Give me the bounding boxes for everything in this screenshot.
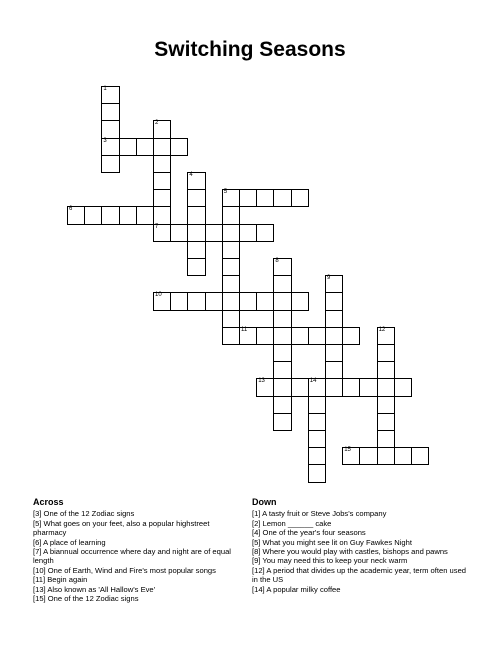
crossword-cell[interactable] xyxy=(153,155,171,173)
crossword-cell[interactable] xyxy=(325,378,343,396)
crossword-cell[interactable] xyxy=(136,206,154,224)
crossword-cell[interactable] xyxy=(273,361,291,379)
crossword-cell[interactable] xyxy=(119,206,137,224)
clue-number: 11 xyxy=(241,326,248,333)
crossword-cell[interactable] xyxy=(377,327,395,345)
crossword-cell[interactable] xyxy=(325,275,343,293)
down-heading: Down xyxy=(252,497,277,507)
across-heading: Across xyxy=(33,497,64,507)
crossword-cell[interactable] xyxy=(222,292,240,310)
crossword-cell[interactable] xyxy=(101,103,119,121)
crossword-cell[interactable] xyxy=(291,292,309,310)
crossword-cell[interactable] xyxy=(205,292,223,310)
crossword-cell[interactable] xyxy=(325,344,343,362)
crossword-cell[interactable] xyxy=(273,396,291,414)
crossword-cell[interactable] xyxy=(187,206,205,224)
crossword-cell[interactable] xyxy=(153,292,171,310)
across-clue: [6] A place of learning xyxy=(33,537,106,547)
crossword-cell[interactable] xyxy=(256,327,274,345)
down-clue: [8] Where you would play with castles, bishops and pawns xyxy=(252,547,448,557)
crossword-cell[interactable] xyxy=(222,206,240,224)
crossword-cell[interactable] xyxy=(273,275,291,293)
clue-number: 13 xyxy=(258,378,265,385)
crossword-cell[interactable] xyxy=(394,447,412,465)
crossword-cell[interactable] xyxy=(308,430,326,448)
crossword-cell[interactable] xyxy=(187,258,205,276)
crossword-cell[interactable] xyxy=(359,447,377,465)
down-clue: [4] One of the year's four seasons xyxy=(252,528,366,538)
down-clues xyxy=(252,498,467,594)
crossword-cell[interactable] xyxy=(101,138,119,156)
puzzle-title: Switching Seasons xyxy=(154,38,346,61)
crossword-cell[interactable] xyxy=(239,189,257,207)
crossword-cell[interactable] xyxy=(256,292,274,310)
crossword-cell[interactable] xyxy=(187,172,205,190)
crossword-cell[interactable] xyxy=(101,120,119,138)
crossword-cell[interactable] xyxy=(394,378,412,396)
crossword-cell[interactable] xyxy=(273,413,291,431)
crossword-cell[interactable] xyxy=(153,224,171,242)
crossword-cell[interactable] xyxy=(342,327,360,345)
across-clue: [3] One of the 12 Zodiac signs xyxy=(33,509,135,519)
crossword-cell[interactable] xyxy=(273,327,291,345)
crossword-cell[interactable] xyxy=(136,138,154,156)
crossword-cell[interactable] xyxy=(273,378,291,396)
crossword-cell[interactable] xyxy=(291,189,309,207)
crossword-cell[interactable] xyxy=(411,447,429,465)
crossword-cell[interactable] xyxy=(377,378,395,396)
crossword-cell[interactable] xyxy=(273,292,291,310)
crossword-cell[interactable] xyxy=(308,396,326,414)
crossword-cell[interactable] xyxy=(325,310,343,328)
crossword-cell[interactable] xyxy=(84,206,102,224)
crossword-cell[interactable] xyxy=(291,327,309,345)
crossword-cell[interactable] xyxy=(187,241,205,259)
crossword-cell[interactable] xyxy=(153,138,171,156)
across-clue: [7] A biannual occurrence where day and night are of equal length xyxy=(33,547,231,566)
crossword-cell[interactable] xyxy=(308,464,326,482)
crossword-cell[interactable] xyxy=(187,292,205,310)
crossword-cell[interactable] xyxy=(377,413,395,431)
crossword-cell[interactable] xyxy=(377,396,395,414)
clue-number: 4 xyxy=(189,172,193,178)
clue-number: 10 xyxy=(155,292,162,299)
crossword-cell[interactable] xyxy=(222,327,240,345)
across-clue: [11] Begin again xyxy=(33,575,88,585)
clue-number: 5 xyxy=(223,189,228,196)
crossword-cell[interactable] xyxy=(170,138,188,156)
across-clue: [13] Also known as 'All Hallow's Eve' xyxy=(33,584,156,594)
down-clue: [1] A tasty fruit or Steve Jobs's company xyxy=(252,509,387,519)
clue-number: 9 xyxy=(327,275,331,282)
crossword-cell[interactable] xyxy=(308,327,326,345)
clue-number: 8 xyxy=(275,258,279,264)
clue-number: 1 xyxy=(103,86,107,92)
down-clue: [2] Lemon ______ cake xyxy=(252,518,332,528)
clue-number: 15 xyxy=(344,447,351,454)
crossword-cell[interactable] xyxy=(273,310,291,328)
crossword-cell[interactable] xyxy=(239,327,257,345)
crossword-cell[interactable] xyxy=(308,378,326,396)
crossword-cell[interactable] xyxy=(256,189,274,207)
clue-number: 14 xyxy=(309,378,317,385)
crossword-cell[interactable] xyxy=(119,138,137,156)
clue-number: 12 xyxy=(378,326,386,333)
crossword-cell[interactable] xyxy=(256,224,274,242)
across-clue: [15] One of the 12 Zodiac signs xyxy=(33,594,139,604)
clue-number: 6 xyxy=(69,206,73,213)
crossword-cell[interactable] xyxy=(325,361,343,379)
across-clue: [10] One of Earth, Wind and Fire's most popular songs xyxy=(33,565,216,575)
crossword-cell[interactable] xyxy=(222,224,240,242)
across-clues xyxy=(33,498,238,603)
crossword-cell[interactable] xyxy=(342,378,360,396)
crossword-cell[interactable] xyxy=(101,155,119,173)
crossword-cell[interactable] xyxy=(377,344,395,362)
crossword-cell[interactable] xyxy=(187,224,205,242)
crossword-cell[interactable] xyxy=(170,292,188,310)
crossword-cell[interactable] xyxy=(101,206,119,224)
crossword-cell[interactable] xyxy=(308,413,326,431)
down-clue: [14] A popular milky coffee xyxy=(252,584,341,594)
crossword-cell[interactable] xyxy=(170,224,188,242)
crossword-cell[interactable] xyxy=(325,292,343,310)
crossword-cell[interactable] xyxy=(273,258,291,276)
crossword-cell[interactable] xyxy=(222,275,240,293)
across-clue: [5] What goes on your feet, also a popular highstreet pharmacy xyxy=(33,518,210,538)
crossword-cell[interactable] xyxy=(325,327,343,345)
crossword-cell[interactable] xyxy=(222,189,240,207)
crossword-cell[interactable] xyxy=(291,378,309,396)
crossword-cell[interactable] xyxy=(239,292,257,310)
crossword-cell[interactable] xyxy=(222,241,240,259)
crossword-cell[interactable] xyxy=(342,447,360,465)
crossword-cell[interactable] xyxy=(273,344,291,362)
clue-number: 3 xyxy=(103,137,107,144)
clue-number: 7 xyxy=(155,223,159,230)
crossword-cell[interactable] xyxy=(153,206,171,224)
down-clue: [9] You may need this to keep your neck warm xyxy=(252,556,408,566)
crossword-cell[interactable] xyxy=(377,361,395,379)
clue-number: 2 xyxy=(155,120,159,127)
crossword-cell[interactable] xyxy=(377,430,395,448)
crossword-cell[interactable] xyxy=(153,172,171,190)
down-clue: [12] A period that divides up the academic year, term often used in the US xyxy=(252,565,467,585)
crossword-cell[interactable] xyxy=(153,120,171,138)
crossword-cell[interactable] xyxy=(359,378,377,396)
crossword-cell[interactable] xyxy=(222,310,240,328)
crossword-cell[interactable] xyxy=(101,86,119,104)
crossword-cell[interactable] xyxy=(256,378,274,396)
crossword-cell[interactable] xyxy=(273,189,291,207)
crossword-cell[interactable] xyxy=(153,189,171,207)
crossword-cell[interactable] xyxy=(205,224,223,242)
crossword-cell[interactable] xyxy=(222,258,240,276)
crossword-cell[interactable] xyxy=(187,189,205,207)
crossword-cell[interactable] xyxy=(308,447,326,465)
crossword-cell[interactable] xyxy=(377,447,395,465)
crossword-cell[interactable] xyxy=(239,224,257,242)
crossword-cell[interactable] xyxy=(67,206,85,224)
down-clue: [5] What you might see lit on Guy Fawkes Night xyxy=(252,537,412,547)
